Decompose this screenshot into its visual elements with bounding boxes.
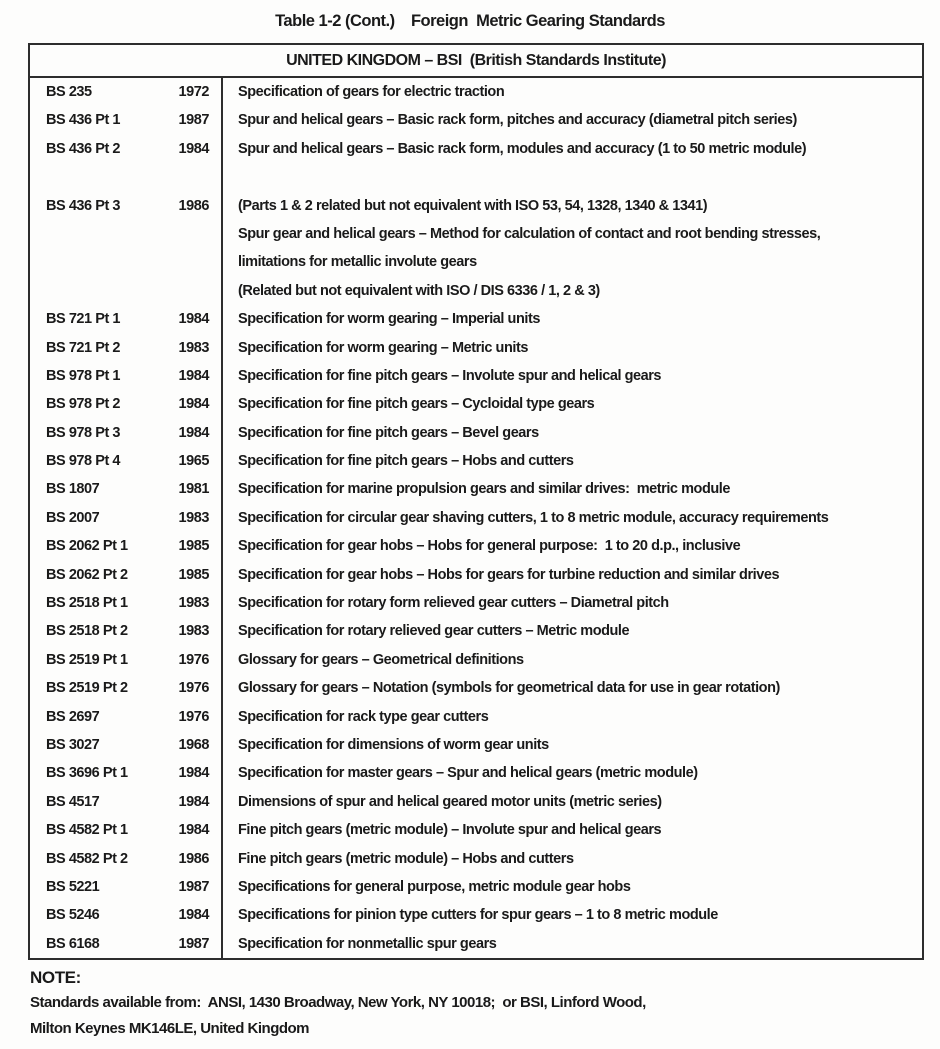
- standard-code: BS 4582 Pt 1: [46, 822, 128, 839]
- table-row: [30, 930, 922, 958]
- standard-year: 1976: [178, 680, 209, 697]
- table-row: [30, 589, 922, 617]
- standard-description: Specification for worm gearing – Metric units: [238, 339, 528, 356]
- standard-year: 1984: [178, 765, 209, 782]
- standard-year: 1984: [178, 140, 209, 157]
- table-row: [30, 731, 922, 759]
- standard-year: 1983: [178, 595, 209, 612]
- standard-year: 1985: [178, 538, 209, 555]
- note-line-2: Milton Keynes MK146LE, United Kingdom: [30, 1019, 310, 1037]
- standard-year: 1984: [178, 311, 209, 328]
- standard-description: limitations for metallic involute gears: [238, 254, 477, 271]
- standard-description: Specification of gears for electric traction: [238, 84, 505, 100]
- standard-year: 1985: [178, 566, 209, 583]
- standard-description: Specification for worm gearing – Imperial units: [238, 311, 540, 328]
- standard-id-cell: [30, 504, 223, 532]
- standard-id-cell: [30, 447, 223, 475]
- standard-id-cell: [30, 873, 223, 901]
- standard-description: (Related but not equivalent with ISO / DIS 6336 / 1, 2 & 3): [238, 282, 600, 299]
- standard-description: Specification for rotary relieved gear cutters – Metric module: [238, 623, 630, 640]
- standard-year: 1983: [178, 509, 209, 526]
- table-row: [30, 617, 922, 645]
- table-row: [30, 334, 922, 362]
- standard-year: 1987: [178, 878, 209, 895]
- standard-description: Specifications for pinion type cutters for spur gears – 1 to 8 metric module: [238, 907, 718, 924]
- table-row: [30, 845, 922, 873]
- standard-description: Specification for rotary form relieved gear cutters – Diametral pitch: [238, 595, 669, 612]
- standard-code: BS 2518 Pt 1: [46, 595, 128, 612]
- table-row: [30, 163, 922, 191]
- standard-id-cell: [30, 930, 223, 958]
- standard-year: 1983: [178, 623, 209, 640]
- standard-description: Spur gear and helical gears – Method for calculation of contact and root bending stresses,: [238, 225, 821, 242]
- table-row: [30, 901, 922, 929]
- table-row: [30, 504, 922, 532]
- standard-description: Fine pitch gears (metric module) – Hobs and cutters: [238, 850, 574, 867]
- standard-code: BS 3696 Pt 1: [46, 765, 128, 782]
- standard-id-cell: [30, 901, 223, 929]
- standard-code: BS 2519 Pt 2: [46, 680, 128, 697]
- standard-year: 1984: [178, 907, 209, 924]
- standard-description: Specification for fine pitch gears – Cycloidal type gears: [238, 396, 595, 413]
- standard-code: BS 436 Pt 1: [46, 112, 121, 129]
- standard-code: BS 5221: [46, 878, 100, 895]
- standard-id-cell: [30, 561, 223, 589]
- standard-code: BS 978 Pt 2: [46, 396, 121, 413]
- standard-year: 1972: [178, 84, 209, 100]
- standard-id-cell: [30, 617, 223, 645]
- standard-description: (Parts 1 & 2 related but not equivalent with ISO 53, 54, 1328, 1340 & 1341): [238, 197, 708, 214]
- standard-id-cell: [30, 646, 223, 674]
- table-row: [30, 305, 922, 333]
- standard-code: BS 978 Pt 1: [46, 367, 121, 384]
- table-row: [30, 532, 922, 560]
- standard-id-cell: [30, 419, 223, 447]
- standard-code: BS 235: [46, 84, 92, 100]
- table-row: [30, 703, 922, 731]
- table-row: [30, 561, 922, 589]
- standard-id-cell: [30, 703, 223, 731]
- note-line-1: Standards available from: ANSI, 1430 Broadway, New York, NY 10018; or BSI, Linford Wood,: [30, 994, 646, 1011]
- table-row: [30, 78, 922, 106]
- table-row: [30, 788, 922, 816]
- table-row: [30, 475, 922, 503]
- standard-description: Spur and helical gears – Basic rack form, pitches and accuracy (diametral pitch series): [238, 112, 797, 129]
- table-header-title: UNITED KINGDOM – BSI (British Standards Institute): [30, 45, 922, 78]
- table-row: [30, 419, 922, 447]
- standard-year: 1968: [178, 736, 209, 753]
- standard-description: Specification for nonmetallic spur gears: [238, 935, 497, 952]
- table-row: [30, 447, 922, 475]
- standard-code: BS 2697: [46, 708, 100, 725]
- standard-year: 1984: [178, 396, 209, 413]
- standard-description: Glossary for gears – Geometrical definitions: [238, 651, 524, 668]
- standard-id-cell: [30, 845, 223, 873]
- standard-id-cell: [30, 106, 223, 134]
- table-row: [30, 816, 922, 844]
- standard-description: Spur and helical gears – Basic rack form, modules and accuracy (1 to 50 metric module): [238, 140, 807, 157]
- standard-year: 1976: [178, 651, 209, 668]
- standard-code: BS 721 Pt 2: [46, 339, 121, 356]
- standard-year: 1981: [178, 481, 209, 498]
- note-section: [30, 966, 910, 1041]
- standard-description: Specification for circular gear shaving cutters, 1 to 8 metric module, accuracy requirements: [238, 509, 829, 526]
- standard-id-cell: [30, 334, 223, 362]
- standard-year: 1984: [178, 367, 209, 384]
- standard-year: 1965: [178, 453, 209, 470]
- standard-description: Specification for fine pitch gears – Involute spur and helical gears: [238, 367, 662, 384]
- standard-year: 1983: [178, 339, 209, 356]
- standard-code: BS 436 Pt 2: [46, 140, 121, 157]
- standard-description: Specification for master gears – Spur and helical gears (metric module): [238, 765, 698, 782]
- standard-description: Specification for gear hobs – Hobs for gears for turbine reduction and similar drives: [238, 566, 780, 583]
- standard-year: 1984: [178, 822, 209, 839]
- standard-code: BS 2062 Pt 2: [46, 566, 128, 583]
- standard-id-cell: [30, 277, 223, 305]
- standard-id-cell: [30, 163, 223, 191]
- table-row: [30, 192, 922, 220]
- standard-description: Specifications for general purpose, metric module gear hobs: [238, 878, 631, 895]
- table-row: [30, 390, 922, 418]
- standard-code: BS 978 Pt 3: [46, 424, 121, 441]
- standard-id-cell: [30, 731, 223, 759]
- standard-description: Specification for dimensions of worm gear units: [238, 736, 549, 753]
- table-body: [30, 78, 922, 958]
- table-row: [30, 106, 922, 134]
- standard-id-cell: [30, 305, 223, 333]
- table-row: [30, 674, 922, 702]
- table-row: [30, 873, 922, 901]
- standard-description: Glossary for gears – Notation (symbols for geometrical data for use in gear rotation): [238, 680, 780, 697]
- standard-id-cell: [30, 362, 223, 390]
- standard-year: 1986: [178, 197, 209, 214]
- table-row: [30, 759, 922, 787]
- standard-year: 1984: [178, 424, 209, 441]
- standard-code: BS 4582 Pt 2: [46, 850, 128, 867]
- table-row: [30, 277, 922, 305]
- note-label: NOTE:: [30, 968, 81, 987]
- standard-id-cell: [30, 220, 223, 248]
- standard-description: Specification for fine pitch gears – Bevel gears: [238, 424, 539, 441]
- standard-year: 1987: [178, 112, 209, 129]
- table-row: [30, 248, 922, 276]
- standard-id-cell: [30, 674, 223, 702]
- standard-id-cell: [30, 759, 223, 787]
- standard-code: BS 5246: [46, 907, 100, 924]
- standard-code: BS 978 Pt 4: [46, 453, 121, 470]
- standard-year: 1976: [178, 708, 209, 725]
- standard-description: Specification for gear hobs – Hobs for general purpose: 1 to 20 d.p., inclusive: [238, 538, 741, 555]
- standard-description: Specification for fine pitch gears – Hobs and cutters: [238, 453, 574, 470]
- standard-id-cell: [30, 248, 223, 276]
- standard-code: BS 3027: [46, 736, 100, 753]
- standard-id-cell: [30, 135, 223, 163]
- standard-code: BS 6168: [46, 935, 100, 952]
- table-row: [30, 362, 922, 390]
- standard-year: 1986: [178, 850, 209, 867]
- standard-year: 1984: [178, 793, 209, 810]
- standard-code: BS 4517: [46, 793, 100, 810]
- standard-id-cell: [30, 192, 223, 220]
- standards-table: [28, 43, 924, 960]
- standard-code: BS 1807: [46, 481, 100, 498]
- page-title: Table 1-2 (Cont.) Foreign Metric Gearing Standards: [275, 12, 665, 30]
- standard-code: BS 2519 Pt 1: [46, 651, 128, 668]
- standard-description: [223, 163, 922, 191]
- standard-id-cell: [30, 532, 223, 560]
- standard-description: Specification for rack type gear cutters: [238, 708, 489, 725]
- standard-id-cell: [30, 816, 223, 844]
- table-row: [30, 135, 922, 163]
- standard-year: 1987: [178, 935, 209, 952]
- standard-code: BS 2062 Pt 1: [46, 538, 128, 555]
- standard-code: BS 721 Pt 1: [46, 311, 121, 328]
- standard-description: Dimensions of spur and helical geared motor units (metric series): [238, 793, 662, 810]
- standard-description: Specification for marine propulsion gears and similar drives: metric module: [238, 481, 730, 498]
- standard-description: Fine pitch gears (metric module) – Involute spur and helical gears: [238, 822, 662, 839]
- standard-id-cell: [30, 788, 223, 816]
- standard-id-cell: [30, 390, 223, 418]
- table-row: [30, 646, 922, 674]
- standard-id-cell: [30, 78, 223, 106]
- standard-code: BS 436 Pt 3: [46, 197, 121, 214]
- standard-code: BS 2518 Pt 2: [46, 623, 128, 640]
- standard-code: BS 2007: [46, 509, 100, 526]
- standard-id-cell: [30, 589, 223, 617]
- standard-id-cell: [30, 475, 223, 503]
- table-row: [30, 220, 922, 248]
